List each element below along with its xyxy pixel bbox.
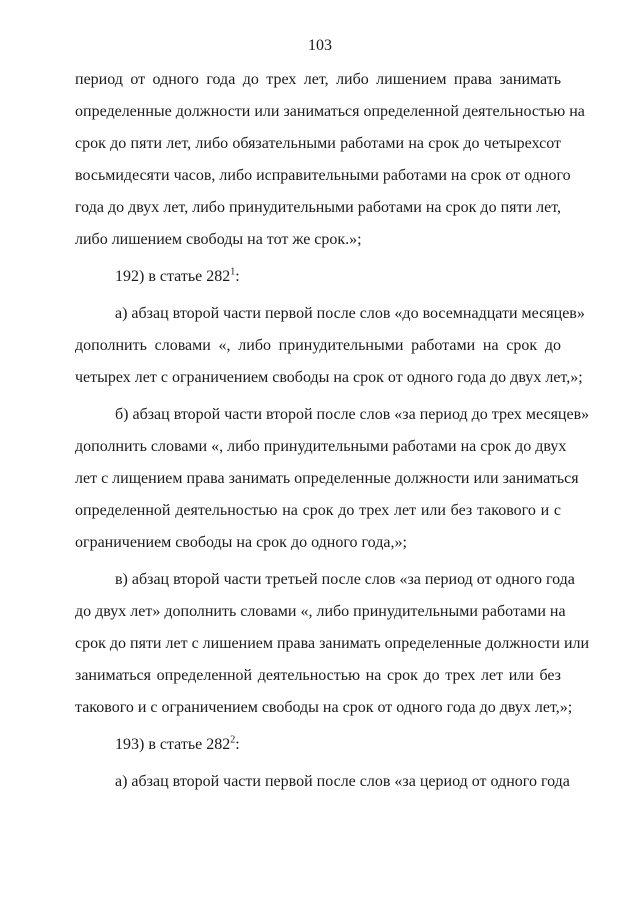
text-line: определенной деятельностью на срок до трех лет или без такового и с	[75, 502, 561, 519]
text-line: такового и с ограничением свободы на срок от одного года до двух лет,»;	[75, 699, 573, 716]
text-line: а) абзац второй части первой после слов «за цериод от одного года	[115, 773, 570, 790]
text-line: ограничением свободы на срок до одного года,»;	[75, 534, 407, 551]
text-line: заниматься определенной деятельностью на срок до трех лет или без	[75, 667, 561, 684]
item-192-heading	[75, 261, 561, 293]
text-line: а) абзац второй части первой после слов «до восемнадцати месяцев»	[115, 305, 585, 322]
text-line: либо лишением свободы на тот же срок.»;	[75, 231, 362, 248]
page-number: 103	[308, 37, 332, 54]
text-line: лет с лищением права занимать определенные должности или заниматься	[75, 470, 579, 487]
document-body	[75, 64, 590, 798]
text-line: б) абзац второй части второй после слов «за период до трех месяцев»	[115, 406, 590, 423]
text-line: до двух лет» дополнить словами «, либо принудительными работами на	[75, 603, 566, 620]
item-193-heading	[75, 729, 561, 761]
paragraph-192-v	[75, 564, 590, 724]
item-192-prefix: 192) в статье 282	[115, 268, 231, 285]
text-line: срок до пяти лет, либо обязательными работами на срок до четырехсот	[75, 135, 561, 152]
item-193-prefix: 193) в статье 282	[115, 736, 231, 753]
text-line: восьмидесяти часов, либо исправительными работами на срок от одного	[75, 167, 571, 184]
item-192-suffix: :	[235, 268, 240, 285]
item-193-suffix: :	[235, 736, 240, 753]
text-line: срок до пяти лет с лишением права занимать определенные должности или	[75, 635, 590, 652]
text-line: определенные должности или заниматься определенной деятельностью на	[75, 103, 585, 120]
text-line: дополнить словами «, либо принудительными работами на срок до двух	[75, 438, 567, 455]
text-line: в) абзац второй части третьей после слов «за период от одного года	[115, 571, 575, 588]
item-192-superscript: 1	[230, 266, 236, 278]
paragraph-192-a	[75, 298, 585, 394]
paragraph-193-a	[75, 766, 570, 798]
text-line: года до двух лет, либо принудительными работами на срок до пяти лет,	[75, 199, 561, 216]
text-line: четырех лет с ограничением свободы на срок от одного года до двух лет,»;	[75, 369, 583, 386]
text-line: период от одного года до трех лет, либо лишением права занимать	[75, 71, 561, 88]
paragraph-continuation	[75, 64, 585, 256]
text-line: дополнить словами «, либо принудительными работами на срок до	[75, 337, 561, 354]
item-193-superscript: 2	[230, 734, 236, 746]
paragraph-192-b	[75, 399, 590, 559]
